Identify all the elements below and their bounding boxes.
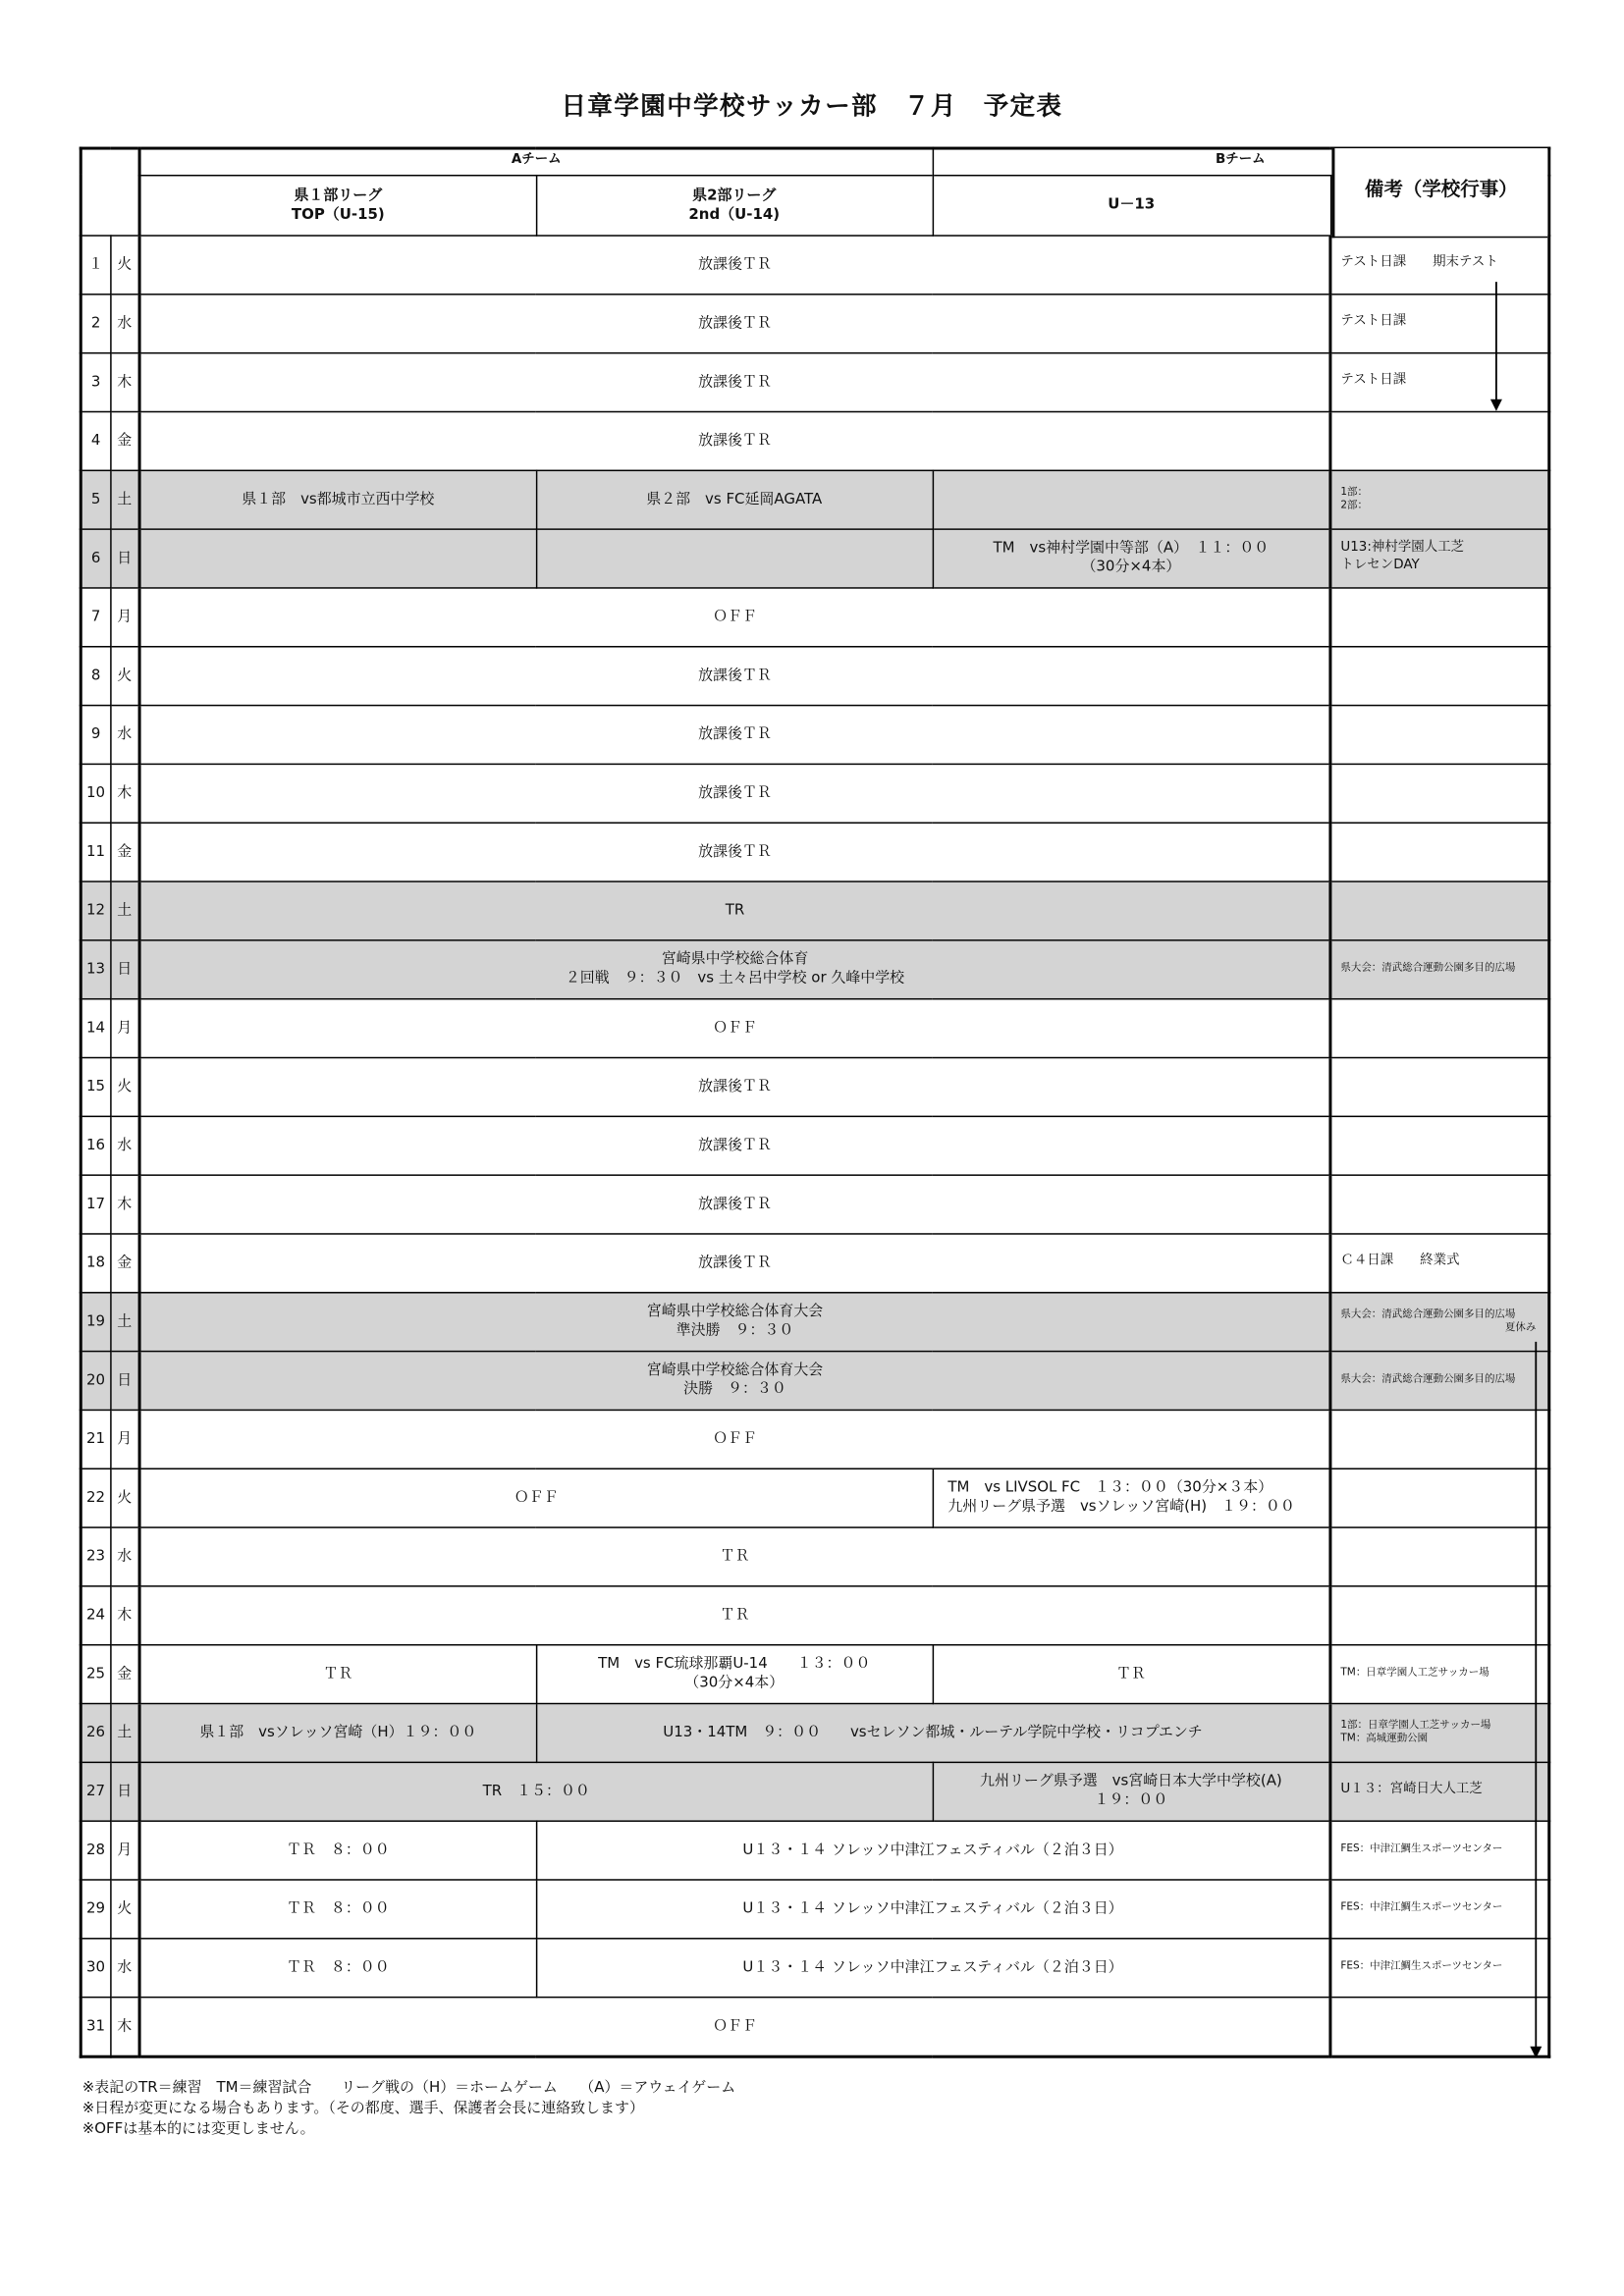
table-row: [81, 1879, 1549, 1938]
table-row: [81, 881, 1549, 939]
day-number: 7: [81, 587, 110, 646]
note-cell: FES：中津江鯛生スポーツセンター: [1330, 1820, 1549, 1879]
note-cell: [1330, 705, 1549, 764]
day-number: 19: [81, 1292, 110, 1351]
table-row: [81, 1644, 1549, 1703]
day-number: 4: [81, 411, 110, 470]
table-row: [81, 646, 1549, 705]
page-title: 日章学園中学校サッカー部 ７月 予定表: [561, 92, 1063, 123]
schedule-cell-b: U１３・１４ ソレッソ中津江フェスティバル（２泊３日）: [536, 1879, 1330, 1938]
day-number: 15: [81, 1057, 110, 1116]
schedule-cell-u13: [933, 470, 1330, 529]
day-number: 29: [81, 1879, 110, 1938]
note-cell: U13:神村学園人工芝 トレセンDAY: [1330, 528, 1549, 587]
schedule-cell: 放課後ＴＲ: [139, 1174, 1330, 1233]
day-number: 9: [81, 705, 110, 764]
day-number: 23: [81, 1526, 110, 1585]
schedule-cell: 放課後ＴＲ: [139, 235, 1330, 294]
table-row: [81, 1468, 1549, 1527]
table-row: [81, 1820, 1549, 1879]
note-cell: [1330, 1468, 1549, 1527]
note-cell: 県大会：清武総合運動公園多目的広場: [1330, 1351, 1549, 1410]
day-number: 28: [81, 1820, 110, 1879]
schedule-cell: 宮崎県中学校総合体育大会 準決勝 ９：３０: [139, 1292, 1330, 1351]
schedule-cell: ＴＲ: [139, 1526, 1330, 1585]
day-of-week: 金: [110, 1233, 139, 1292]
table-row: [81, 235, 1549, 294]
day-number: 31: [81, 1997, 110, 2056]
day-of-week: 木: [110, 1174, 139, 1233]
day-of-week: 火: [110, 1468, 139, 1527]
note-cell: [1330, 646, 1549, 705]
footnotes: [82, 2079, 735, 2141]
col-u13-header: U－13: [933, 175, 1330, 235]
day-of-week: 土: [110, 881, 139, 939]
schedule-cell: 放課後ＴＲ: [139, 646, 1330, 705]
schedule-cell-top: ＴＲ ８：００: [139, 1879, 536, 1938]
schedule-cell: 放課後ＴＲ: [139, 1233, 1330, 1292]
note-cell: [1330, 1057, 1549, 1116]
day-of-week: 金: [110, 1644, 139, 1703]
table-row: [81, 822, 1549, 881]
schedule-cell: 放課後ＴＲ: [139, 705, 1330, 764]
col-top-header: 県１部リーグ TOP（U-15): [139, 175, 536, 235]
schedule-cell: 放課後ＴＲ: [139, 764, 1330, 823]
table-row: [81, 1351, 1549, 1410]
table-row: [81, 1057, 1549, 1116]
day-of-week: 火: [110, 1879, 139, 1938]
schedule-cell-top: ＴＲ: [139, 1644, 536, 1703]
day-number: 17: [81, 1174, 110, 1233]
day-number: 13: [81, 939, 110, 998]
schedule-cell-u13: ＴＲ: [933, 1644, 1330, 1703]
schedule-table: [80, 147, 1550, 2057]
schedule-cell: 放課後ＴＲ: [139, 1057, 1330, 1116]
schedule-cell-top: ＴＲ ８：００: [139, 1938, 536, 1997]
team-b-header: Bチーム: [933, 148, 1549, 175]
schedule-cell-b: U１３・１４ ソレッソ中津江フェスティバル（２泊３日）: [536, 1820, 1330, 1879]
note-cell: [1330, 1174, 1549, 1233]
footnote: ※日程が変更になる場合もあります。（その都度、選手、保護者会長に連絡致します）: [81, 2101, 644, 2117]
day-of-week: 火: [110, 1057, 139, 1116]
schedule-cell: 宮崎県中学校総合体育 ２回戦 ９：３０ vs 土々呂中学校 or 久峰中学校: [139, 939, 1330, 998]
day-of-week: 月: [110, 1820, 139, 1879]
table-row: [81, 705, 1549, 764]
day-of-week: 水: [110, 294, 139, 352]
note-cell: [1330, 1585, 1549, 1644]
table-row: [81, 1410, 1549, 1468]
note-cell: テスト日課 期末テスト: [1330, 235, 1549, 294]
schedule-cell-top: 県１部 vs都城市立西中学校: [139, 470, 536, 529]
down-arrow-icon: [1486, 279, 1506, 414]
day-number: 12: [81, 881, 110, 939]
schedule-cell-2nd: 県２部 vs FC延岡AGATA: [536, 470, 933, 529]
note-cell: 県大会：清武総合運動公園多目的広場: [1330, 939, 1549, 998]
day-of-week: 日: [110, 528, 139, 587]
day-of-week: 金: [110, 411, 139, 470]
day-number: 21: [81, 1410, 110, 1468]
note-cell: U１３：宮崎日大人工芝: [1330, 1762, 1549, 1821]
schedule-cell: 放課後ＴＲ: [139, 1116, 1330, 1175]
note-cell: [1330, 822, 1549, 881]
schedule-cell: ＴＲ: [139, 1585, 1330, 1644]
table-row: [81, 1174, 1549, 1233]
table-row: [81, 587, 1549, 646]
day-of-week: 木: [110, 352, 139, 411]
schedule-cell: ＯＦＦ: [139, 998, 1330, 1057]
day-number: 18: [81, 1233, 110, 1292]
note-cell: [1330, 998, 1549, 1057]
schedule-cell: TR: [139, 881, 1330, 939]
team-header-row: [81, 148, 1549, 175]
day-number: 27: [81, 1762, 110, 1821]
day-of-week: 水: [110, 1116, 139, 1175]
table-row: [81, 470, 1549, 529]
table-row: [81, 764, 1549, 823]
table-row: [81, 939, 1549, 998]
note-cell: TM：日章学園人工芝サッカー場: [1330, 1644, 1549, 1703]
schedule-cell: 放課後ＴＲ: [139, 352, 1330, 411]
note-cell: [1330, 1116, 1549, 1175]
schedule-cell-u13: TM vs神村学園中等部（A） １１：００ （30分×4本）: [933, 528, 1330, 587]
schedule-cell: 放課後ＴＲ: [139, 822, 1330, 881]
note-cell: [1330, 587, 1549, 646]
team-a-header: Aチーム: [139, 148, 933, 175]
day-number: 22: [81, 1468, 110, 1527]
schedule-cell: 放課後ＴＲ: [139, 294, 1330, 352]
day-of-week: 水: [110, 705, 139, 764]
table-row: [81, 1292, 1549, 1351]
note-cell: 1部：日章学園人工芝サッカー場 TM：高城運動公園: [1330, 1703, 1549, 1762]
schedule-cell: 放課後ＴＲ: [139, 411, 1330, 470]
note-cell: FES：中津江鯛生スポーツセンター: [1330, 1879, 1549, 1938]
table-row: [81, 1997, 1549, 2056]
day-of-week: 火: [110, 646, 139, 705]
schedule-cell: 宮崎県中学校総合体育大会 決勝 ９：３０: [139, 1351, 1330, 1410]
note-cell: [1330, 881, 1549, 939]
table-row: [81, 1233, 1549, 1292]
schedule-cell: ＯＦＦ: [139, 1997, 1330, 2056]
day-number: 24: [81, 1585, 110, 1644]
day-number: 6: [81, 528, 110, 587]
schedule-cell: ＯＦＦ: [139, 587, 1330, 646]
schedule-cell-b: U13・14TM ９：００ vsセレソン都城・ルーテル学院中学校・リコプエンチ: [536, 1703, 1330, 1762]
note-cell: 1部： 2部：: [1330, 470, 1549, 529]
schedule-cell-b: U１３・１４ ソレッソ中津江フェスティバル（２泊３日）: [536, 1938, 1330, 1997]
note-cell: [1330, 411, 1549, 470]
table-row: [81, 998, 1549, 1057]
day-number: 10: [81, 764, 110, 823]
day-of-week: 木: [110, 1997, 139, 2056]
col-2nd-header: 県2部リーグ 2nd（U-14): [536, 175, 933, 235]
day-number: 25: [81, 1644, 110, 1703]
day-number: 3: [81, 352, 110, 411]
schedule-cell-a: ＯＦＦ: [139, 1468, 933, 1527]
day-of-week: 日: [110, 1351, 139, 1410]
table-row: [81, 1526, 1549, 1585]
table-row: [81, 1762, 1549, 1821]
table-row: [81, 294, 1549, 352]
table-row: [81, 1116, 1549, 1175]
note-cell: FES：中津江鯛生スポーツセンター: [1330, 1938, 1549, 1997]
day-number: １: [81, 235, 110, 294]
schedule-cell-u13: TM vs LIVSOL FC １３：００（30分×３本） 九州リーグ県予選 vsソレッソ宮崎(H) １９：００: [933, 1468, 1330, 1527]
schedule-cell-2nd: [536, 528, 933, 587]
day-number: 5: [81, 470, 110, 529]
day-number: 2: [81, 294, 110, 352]
day-of-week: 月: [110, 998, 139, 1057]
footnote: ※OFFは基本的には変更しません。: [81, 2120, 315, 2138]
day-of-week: 火: [110, 235, 139, 294]
table-row: [81, 411, 1549, 470]
note-cell: テスト日課: [1330, 352, 1549, 411]
day-of-week: 月: [110, 1410, 139, 1468]
day-number: 14: [81, 998, 110, 1057]
notes-header: 備考（学校行事）: [1331, 148, 1547, 238]
note-cell: テスト日課: [1330, 294, 1549, 352]
note-cell: 県大会：清武総合運動公園多目的広場 夏休み: [1330, 1292, 1549, 1351]
day-of-week: 金: [110, 822, 139, 881]
day-number: 26: [81, 1703, 110, 1762]
note-cell: Ｃ４日課 終業式: [1330, 1233, 1549, 1292]
table-row: [81, 1703, 1549, 1762]
day-of-week: 日: [110, 1762, 139, 1821]
table-row: [81, 1585, 1549, 1644]
table-row: [81, 528, 1549, 587]
day-of-week: 木: [110, 764, 139, 823]
day-number: 16: [81, 1116, 110, 1175]
table-row: [81, 1938, 1549, 1997]
note-cell: [1330, 764, 1549, 823]
note-cell: [1330, 1410, 1549, 1468]
schedule-cell-a: TR １５：００: [139, 1762, 933, 1821]
corner-cell: [81, 148, 139, 235]
schedule-cell-top: [139, 528, 536, 587]
footnote: ※表記のTR＝練習 TM＝練習試合 リーグ戦の（H）＝ホームゲーム （A）＝アウェイゲーム: [81, 2080, 736, 2097]
day-of-week: 日: [110, 939, 139, 998]
day-number: 11: [81, 822, 110, 881]
note-cell: [1330, 1526, 1549, 1585]
schedule-cell-2nd: TM vs FC琉球那覇U-14 １３：００ （30分×4本）: [536, 1644, 933, 1703]
column-header-row: [81, 175, 1549, 235]
down-arrow-icon: [1526, 1339, 1546, 2061]
schedule-cell: ＯＦＦ: [139, 1410, 1330, 1468]
day-of-week: 水: [110, 1938, 139, 1997]
day-number: 8: [81, 646, 110, 705]
schedule-cell-top: ＴＲ ８：００: [139, 1820, 536, 1879]
day-of-week: 月: [110, 587, 139, 646]
schedule-cell-top: 県１部 vsソレッソ宮崎（H）１９：００: [139, 1703, 536, 1762]
day-of-week: 土: [110, 470, 139, 529]
table-row: [81, 352, 1549, 411]
note-cell: [1330, 1997, 1549, 2056]
day-number: 30: [81, 1938, 110, 1997]
day-of-week: 土: [110, 1703, 139, 1762]
day-of-week: 土: [110, 1292, 139, 1351]
day-of-week: 水: [110, 1526, 139, 1585]
schedule-cell-u13: 九州リーグ県予選 vs宮崎日本大学中学校(A) １９：００: [933, 1762, 1330, 1821]
day-number: 20: [81, 1351, 110, 1410]
day-of-week: 木: [110, 1585, 139, 1644]
